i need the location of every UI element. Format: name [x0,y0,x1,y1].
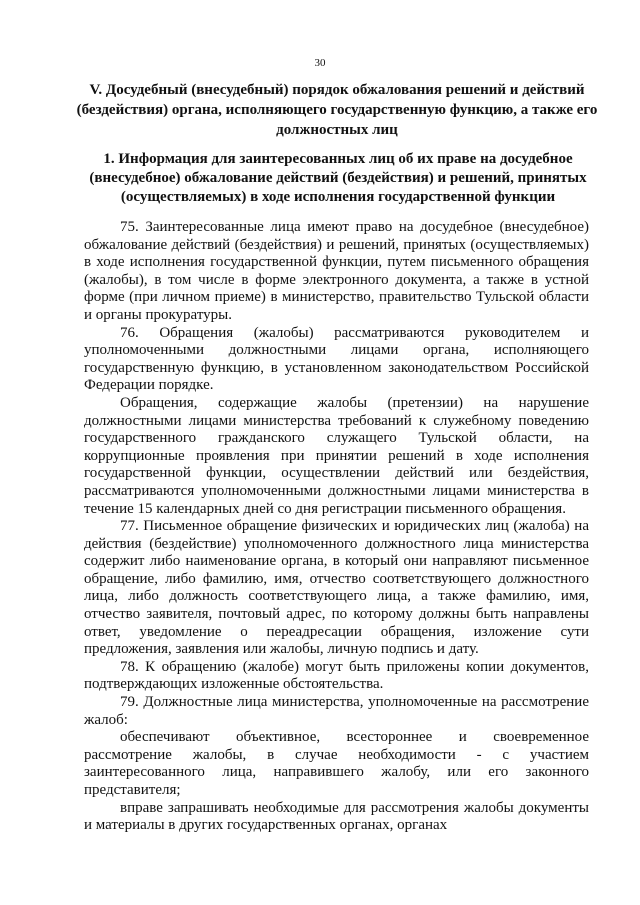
paragraph-79-ensure: обеспечивают объективное, всестороннее и своевременное рассмотрение жалобы, в случае необходимости - с участием заинтересованного лица, направившего жалобу, или его законного представителя; [84,729,589,798]
section-title: V. Досудебный (внесудебный) порядок обжалования решений и действий (бездействия) органа, исполняющего государственную функцию, а также его должностных лиц [76,82,598,138]
paragraph-complaints-corruption: Обращения, содержащие жалобы (претензии) на нарушение должностными лицами министерства требований к служебному поведению государственного гражданского служащего Тульской области, на коррупционные проявления при принятии решений в ходе исполнения государственной функции, осуществлении действий или бездействия, рассматриваются уполномоченными должностными лицами министерства в течение 15 календарных дней со дня регистрации письменного обращения. [84,394,589,517]
paragraph-79-request: вправе запрашивать необходимые для рассмотрения жалобы документы и материалы в других государственных органах, органах [84,799,589,834]
paragraph-78: 78. К обращению (жалобе) могут быть приложены копии документов, подтверждающих изложенные обстоятельства. [84,658,589,693]
paragraph-76: 76. Обращения (жалобы) рассматриваются руководителем и уполномоченными должностными лицами органа, исполняющего государственную функцию, в установленном законодательством Российской Федерации порядке. [84,324,589,394]
paragraph-79: 79. Должностные лица министерства, уполномоченные на рассмотрение жалоб: [84,694,589,728]
paragraph-75: 75. Заинтересованные лица имеют право на досудебное (внесудебное) обжалование действий (бездействия) и решений, принятых (осуществляемых) в ходе исполнения государственной функции, путем письменного обращения (жалобы), в том числе в форме электронного документа, а также в устной форме (при личном приеме) в министерство, правительство Тульской области и органы прокуратуры. [84,219,589,323]
page-number: 30 [314,57,326,69]
paragraph-77: 77. Письменное обращение физических и юридических лиц (жалоба) на действия (бездействие) уполномоченного должностного лица министерства содержит либо наименование органа, в который они направляют письменное обращение, либо фамилию, имя, отчество соответствующего должностного лица, либо должность соответствующего лица, а также фамилию, имя, отчество заявителя, почтовый адрес, по которому должны быть направлены ответ, уведомление о переадресации обращения, изложение сути предложения, заявления или жалобы, личную подпись и дату. [84,518,589,658]
document-body [84,219,589,835]
subsection-title: 1. Информация для заинтересованных лиц об их праве на досудебное (внесудебное) обжалование действий (бездействия) и решений, принятых (осуществляемых) в ходе исполнения государственной функции [89,151,587,205]
